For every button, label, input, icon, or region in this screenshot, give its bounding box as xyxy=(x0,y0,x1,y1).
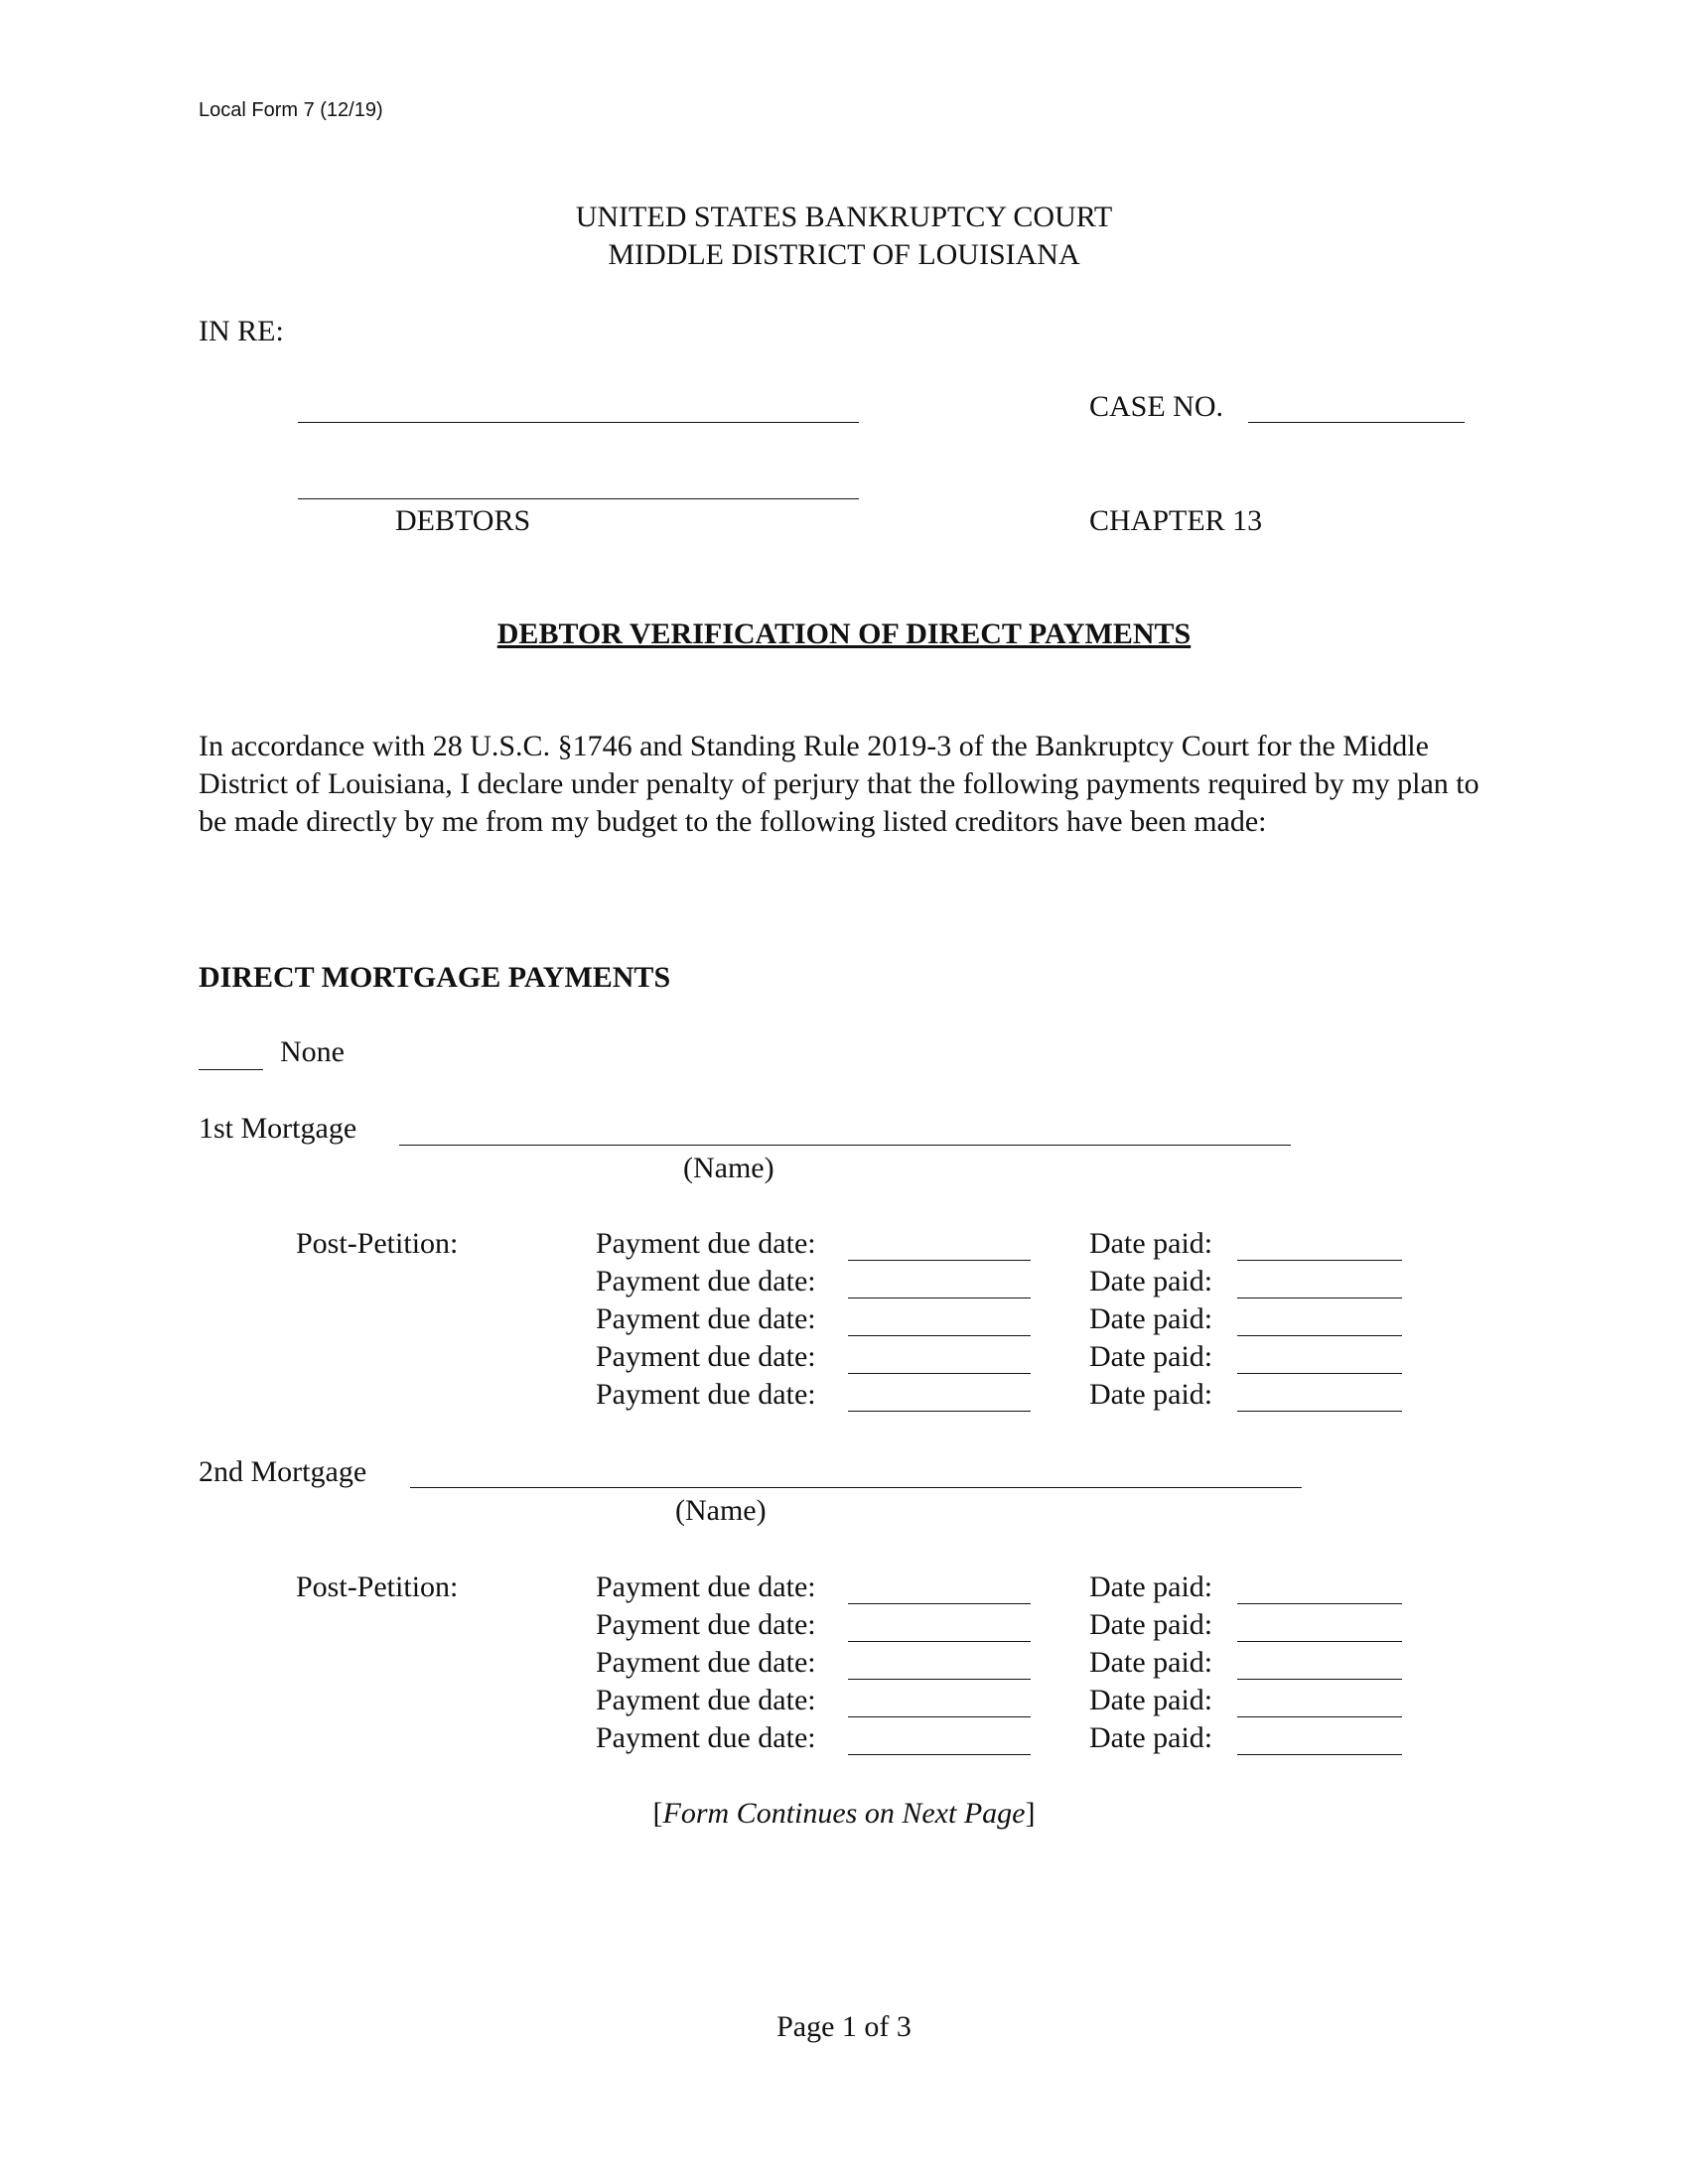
chapter-label: CHAPTER 13 xyxy=(1089,504,1263,537)
mortgage-1-date-paid-label: Date paid: xyxy=(1089,1302,1213,1335)
mortgage-1-date-paid-field[interactable] xyxy=(1237,1297,1402,1298)
document-title: DEBTOR VERIFICATION OF DIRECT PAYMENTS xyxy=(496,617,1192,650)
debtor-name-line-2[interactable] xyxy=(298,498,859,499)
mortgage-1-payment-due-label: Payment due date: xyxy=(596,1265,816,1297)
court-name-line2: MIDDLE DISTRICT OF LOUISIANA xyxy=(608,238,1080,271)
mortgage-2-date-paid-field[interactable] xyxy=(1237,1641,1402,1642)
mortgage-2-payment-due-date-field[interactable] xyxy=(848,1754,1031,1755)
mortgage-2-date-paid-field[interactable] xyxy=(1237,1716,1402,1717)
mortgage-1-date-paid-field[interactable] xyxy=(1237,1335,1402,1336)
mortgage-2-date-paid-label: Date paid: xyxy=(1089,1570,1213,1603)
mortgage-2-date-paid-label: Date paid: xyxy=(1089,1608,1213,1641)
mortgage-2-payment-due-date-field[interactable] xyxy=(848,1641,1031,1642)
mortgage-1-payment-due-label: Payment due date: xyxy=(596,1340,816,1373)
mortgage-1-label: 1st Mortgage xyxy=(199,1112,357,1145)
mortgage-1-date-paid-field[interactable] xyxy=(1237,1373,1402,1374)
continues-note-text: Form Continues on Next Page xyxy=(662,1797,1026,1830)
debtors-label: DEBTORS xyxy=(395,504,531,537)
mortgage-1-payment-due-date-field[interactable] xyxy=(848,1373,1031,1374)
mortgage-1-date-paid-label: Date paid: xyxy=(1089,1340,1213,1373)
mortgage-1-payment-due-date-field[interactable] xyxy=(848,1260,1031,1261)
mortgage-1-payment-due-date-field[interactable] xyxy=(848,1411,1031,1412)
mortgage-1-date-paid-label: Date paid: xyxy=(1089,1227,1213,1260)
mortgage-1-date-paid-label: Date paid: xyxy=(1089,1265,1213,1297)
debtor-name-line-1[interactable] xyxy=(298,422,859,423)
mortgage-1-date-paid-label: Date paid: xyxy=(1089,1378,1213,1411)
mortgage-2-payment-due-label: Payment due date: xyxy=(596,1684,816,1716)
mortgage-1-payment-due-label: Payment due date: xyxy=(596,1302,816,1335)
case-no-label: CASE NO. xyxy=(1089,390,1224,423)
none-label: None xyxy=(280,1035,345,1068)
continues-note: [Form Continues on Next Page] xyxy=(652,1797,1036,1830)
mortgage-2-payment-due-date-field[interactable] xyxy=(848,1603,1031,1604)
mortgage-2-name-field[interactable] xyxy=(410,1487,1302,1488)
section-heading: DIRECT MORTGAGE PAYMENTS xyxy=(199,961,671,994)
mortgage-2-payment-due-label: Payment due date: xyxy=(596,1721,816,1754)
mortgage-1-date-paid-field[interactable] xyxy=(1237,1411,1402,1412)
mortgage-2-label: 2nd Mortgage xyxy=(199,1455,367,1488)
in-re-label: IN RE: xyxy=(199,315,284,347)
case-no-field[interactable] xyxy=(1248,422,1465,423)
form-id: Local Form 7 (12/19) xyxy=(199,99,383,121)
mortgage-1-payment-due-label: Payment due date: xyxy=(596,1378,816,1411)
mortgage-2-payment-due-label: Payment due date: xyxy=(596,1570,816,1603)
court-name-line1: UNITED STATES BANKRUPTCY COURT xyxy=(575,201,1113,233)
mortgage-1-payment-due-label: Payment due date: xyxy=(596,1227,816,1260)
mortgage-2-payment-due-label: Payment due date: xyxy=(596,1646,816,1679)
mortgage-2-payment-due-label: Payment due date: xyxy=(596,1608,816,1641)
mortgage-1-payment-due-date-field[interactable] xyxy=(848,1297,1031,1298)
mortgage-2-date-paid-label: Date paid: xyxy=(1089,1721,1213,1754)
none-checkbox-blank[interactable] xyxy=(199,1069,263,1070)
mortgage-2-name-caption: (Name) xyxy=(675,1494,767,1527)
mortgage-2-date-paid-field[interactable] xyxy=(1237,1754,1402,1755)
mortgage-2-post-petition-label: Post-Petition: xyxy=(296,1570,459,1603)
declaration-paragraph: In accordance with 28 U.S.C. §1746 and Standing Rule 2019-3 of the Bankruptcy Court for the Middle District of Louisiana, I declare under penalty of perjury that the following payments required by my plan to be made directly by me from my budget to the following listed creditors have been made: xyxy=(199,730,1479,838)
mortgage-2-payment-due-date-field[interactable] xyxy=(848,1716,1031,1717)
mortgage-1-payment-due-date-field[interactable] xyxy=(848,1335,1031,1336)
page-number: Page 1 of 3 xyxy=(776,2010,912,2043)
mortgage-2-date-paid-label: Date paid: xyxy=(1089,1646,1213,1679)
mortgage-2-date-paid-field[interactable] xyxy=(1237,1603,1402,1604)
mortgage-2-date-paid-label: Date paid: xyxy=(1089,1684,1213,1716)
mortgage-1-name-caption: (Name) xyxy=(683,1152,774,1184)
mortgage-2-payment-due-date-field[interactable] xyxy=(848,1679,1031,1680)
mortgage-1-date-paid-field[interactable] xyxy=(1237,1260,1402,1261)
mortgage-2-date-paid-field[interactable] xyxy=(1237,1679,1402,1680)
mortgage-1-post-petition-label: Post-Petition: xyxy=(296,1227,459,1260)
mortgage-1-name-field[interactable] xyxy=(399,1145,1291,1146)
